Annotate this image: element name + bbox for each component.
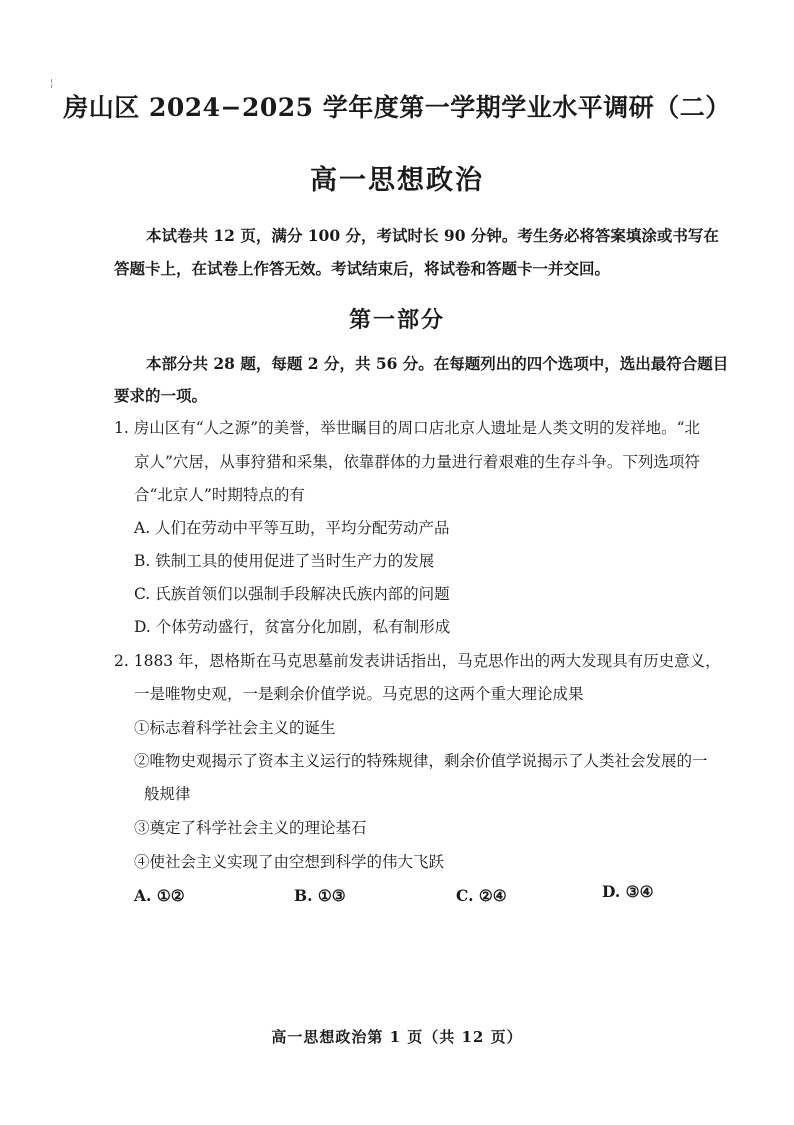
question-2-choice-c: C. ②④ [456,886,507,905]
page-footer: 高一思想政治第 1 页（共 12 页） [271,1028,523,1046]
exam-title: 房山区 2024−2025 学年度第一学期学业水平调研（二） [63,93,731,122]
question-2-statement-2-cont: 般规律 [144,785,191,803]
subject-title: 高一思想政治 [310,165,484,196]
question-2-stem-line: 2. 1883 年，恩格斯在马克思墓前发表讲话指出，马克思作出的两大发现具有历史意义， [114,652,721,670]
question-2-statement-1: ①标志着科学社会主义的诞生 [134,719,336,737]
section-title: 第一部分 [348,307,445,333]
exam-instructions: 本试卷共 12 页，满分 100 分，考试时长 90 分钟。考生务必将答案填涂或书写在答题卡上，在试卷上作答无效。考试结束后，将试卷和答题卡一并交回。 [114,226,719,278]
margin-mark: ¦ [50,78,54,89]
question-2-choice-d: D. ③④ [602,882,654,901]
question-1-stem-line: 合“北京人”时期特点的有 [134,486,305,504]
question-1-option-a: A. 人们在劳动中平等互助，平均分配劳动产品 [134,519,450,537]
section-intro: 本部分共 28 题，每题 2 分，共 56 分。在每题列出的四个选项中，选出最符合题目要求的一项。 [114,354,729,405]
question-1-stem-line: 1. 房山区有“人之源”的美誉，举世瞩目的周口店北京人遗址是人类文明的发祥地。“北 [114,419,700,437]
question-1-option-d: D. 个体劳动盛行，贫富分化加剧，私有制形成 [134,618,451,636]
question-1-stem-line: 京人”穴居，从事狩猎和采集，依靠群体的力量进行着艰难的生存斗争。下列选项符 [134,453,700,471]
question-2-statement-3: ③奠定了科学社会主义的理论基石 [134,819,367,837]
question-2-statement-4: ④使社会主义实现了由空想到科学的伟大飞跃 [134,853,445,871]
question-2-stem-line: 一是唯物史观，一是剩余价值学说。马克思的这两个重大理论成果 [134,685,584,703]
question-1-option-b: B. 铁制工具的使用促进了当时生产力的发展 [134,552,435,570]
question-2-statement-2: ②唯物史观揭示了资本主义运行的特殊规律，剩余价值学说揭示了人类社会发展的一 [134,752,708,770]
question-2-choice-b: B. ①③ [294,886,346,905]
question-1-option-c: C. 氏族首领们以强制手段解决氏族内部的问题 [134,585,450,603]
question-2-choice-a: A. ①② [134,886,185,905]
